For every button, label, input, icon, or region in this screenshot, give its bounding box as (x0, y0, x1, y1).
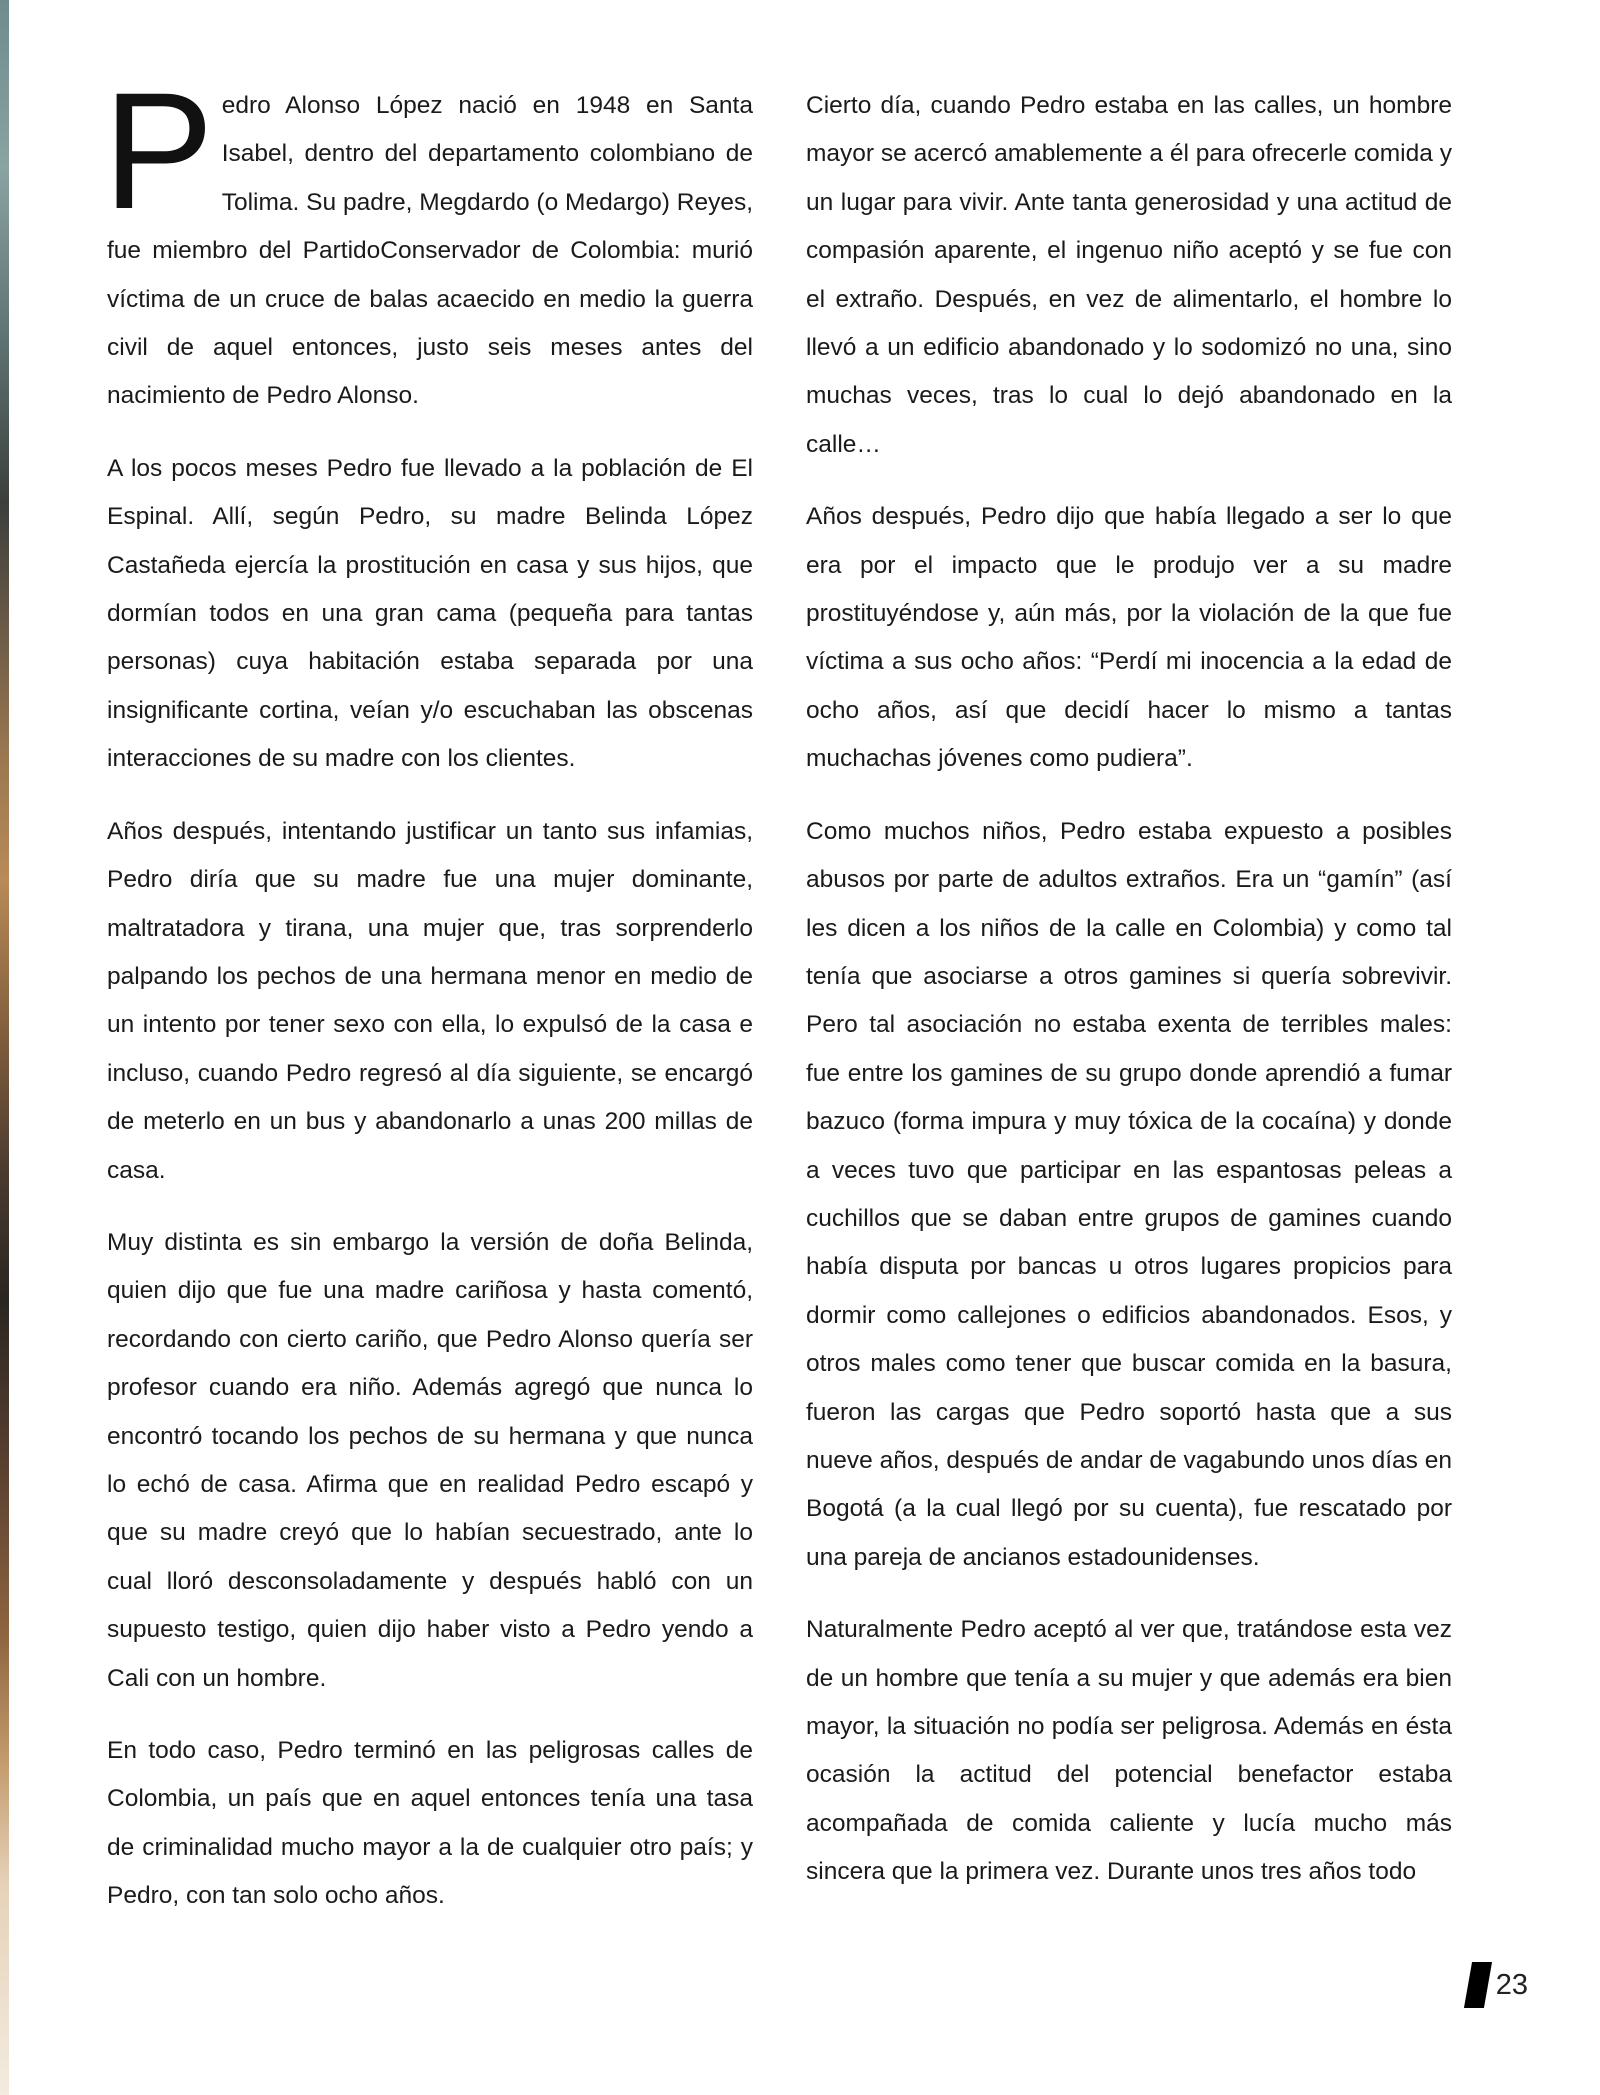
paragraph-text: edro Alonso López nació en 1948 en Santa Isabel, dentro del departamento colombiano de Tolima. Su padre, Megdardo (o Medargo) Reyes, fue miembro del PartidoConservador de Colombia: murió víctima de un cruce de balas acaecido en medio la guerra civil de aquel entonces, justo seis meses antes del nacimiento de Pedro Alonso. (107, 92, 753, 410)
page-number: 23 (1495, 1968, 1528, 2001)
page-number-marker (1464, 1962, 1492, 2008)
article-paragraph (103, 59, 753, 421)
article-column-right (806, 82, 1452, 1921)
drop-cap: P (103, 59, 214, 244)
article-paragraph: Años después, Pedro dijo que había llegado a ser lo que era por el impacto que le produjo ver a su madre prostituyéndose y, aún más, por la violación de la que fue víctima a sus ocho años: “Perdí mi inocencia a la edad de ocho años, así que decidí hacer lo mismo a tantas muchachas jóvenes como pudiera”. (806, 503, 1452, 773)
article-paragraph: Cierto día, cuando Pedro estaba en las calles, un hombre mayor se acercó amablemente a él para ofrecerle comida y un lugar para vivir. Ante tanta generosidad y una actitud de compasión aparente, el ingenuo niño aceptó y se fue con el extraño. Después, en vez de alimentarlo, el hombre lo llevó a un edificio abandonado y lo sodomizó no una, sino muchas veces, tras lo cual lo dejó abandonado en la calle… (806, 92, 1452, 458)
article-paragraph: Naturalmente Pedro aceptó al ver que, tratándose esta vez de un hombre que tenía a su mujer y que además era bien mayor, la situación no podía ser peligrosa. Además en ésta ocasión la actitud del potencial benefactor estaba acompañada de comida caliente y lucía mucho más sincera que la primera vez. Durante unos tres años todo (806, 1616, 1452, 1886)
article-paragraph: En todo caso, Pedro terminó en las peligrosas calles de Colombia, un país que en aquel entonces tenía una tasa de criminalidad mucho mayor a la de cualquier otro país; y Pedro, con tan solo ocho años. (107, 1737, 753, 1910)
article-column-left (103, 59, 753, 1945)
article-paragraph: Años después, intentando justificar un tanto sus infamias, Pedro diría que su madre fue una mujer dominante, maltratadora y tirana, una mujer que, tras sorprenderlo palpando los pechos de una hermana menor en medio de un intento por tener sexo con ella, lo expulsó de la casa e incluso, cuando Pedro regresó al día siguiente, se encargó de meterlo en un bus y abandonarlo a unas 200 millas de casa. (107, 817, 753, 1184)
article-paragraph: A los pocos meses Pedro fue llevado a la población de El Espinal. Allí, según Pedro, su madre Belinda López Castañeda ejercía la prostitución en casa y sus hijos, que dormían todos en una gran cama (pequeña para tantas personas) cuya habitación estaba separada por una insignificante cortina, veían y/o escuchaban las obscenas interacciones de su madre con los clientes. (107, 454, 753, 773)
article-paragraph: Muy distinta es sin embargo la versión de doña Belinda, quien dijo que fue una madre cariñosa y hasta comentó, recordando con cierto cariño, que Pedro Alonso quería ser profesor cuando era niño. Además agregó que nunca lo encontró tocando los pechos de su hermana y que nunca lo echó de casa. Afirma que en realidad Pedro escapó y que su madre creyó que lo habían secuestrado, ante lo cual lloró desconsoladamente y después habló con un supuesto testigo, quien dijo haber visto a Pedro yendo a Cali con un hombre. (107, 1228, 753, 1692)
article-paragraph: Como muchos niños, Pedro estaba expuesto a posibles abusos por parte de adultos extraños. Era un “gamín” (así les dicen a los niños de la calle en Colombia) y como tal tenía que asociarse a otros gamines si quería sobrevivir. Pero tal asociación no estaba exenta de terribles males: fue entre los gamines de su grupo donde aprendió a fumar bazuco (forma impura y muy tóxica de la cocaína) y donde a veces tuvo que participar en las espantosas peleas a cuchillos que se daban entre grupos de gamines cuando había disputa por bancas u otros lugares propicios para dormir como callejones o edificios abandonados. Esos, y otros males como tener que buscar comida en la basura, fueron las cargas que Pedro soportó hasta que a sus nueve años, después de andar de vagabundo unos días en Bogotá (a la cual llegó por su cuenta), fue rescatado por una pareja de ancianos estadounidenses. (806, 817, 1452, 1571)
page-edge-image-strip (0, 0, 9, 2095)
page-footer (1468, 1962, 1528, 2008)
